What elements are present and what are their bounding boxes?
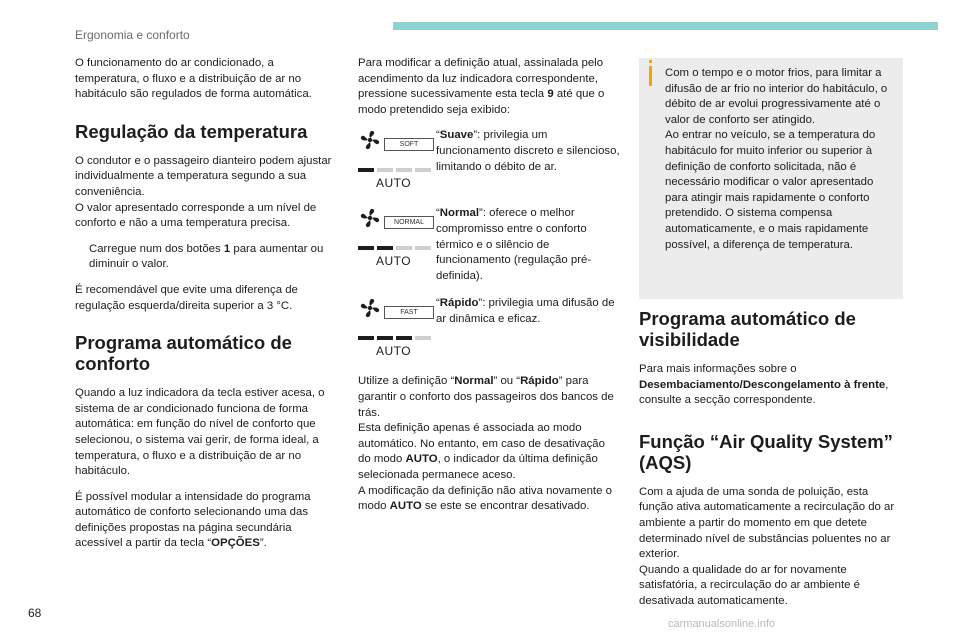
level-segment [415,246,431,250]
mode-button[interactable] [358,128,436,194]
level-segment [358,246,374,250]
heading-aqs: Função “Air Quality System” (AQS) [639,430,893,473]
mode-description: “Normal”: oferece o melhor compromisso entre o conforto térmico e o silêncio de funcionamento (regulação pré-definida). [436,207,592,282]
level-segment [415,168,431,172]
column-2 [358,56,620,525]
fan-icon [358,206,382,230]
level-segment [396,246,412,250]
mode-item [358,296,620,362]
level-segment [377,168,393,172]
level-segment [396,336,412,340]
temp-paragraph-2: O valor apresentado corresponde a um nível de conforto e não a uma temperatura precisa. [75,201,317,230]
auto-label: AUTO [376,254,412,269]
level-indicator [358,246,431,250]
watermark: carmanualsonline.info [668,618,776,630]
info-paragraph-2: Ao entrar no veículo, se a temperatura do habitáculo for muito inferior ou superior à definição de conforto solicitada, não é necessário modificar o valor apresentado para atingir mais rapidamente o conforto pretendido. O sistema compensa automaticamente, e o mais rapidamente possível, a diferença de temperatura. [665,129,876,251]
modify-paragraph: A modificação da definição não ativa novamente o modo AUTO se este se encontrar desativado. [358,484,612,513]
fan-icon [358,128,382,152]
temp-paragraph-1: O condutor e o passageiro dianteiro podem ajustar individualmente a temperatura segundo a sua conveniência. [75,154,332,198]
heading-auto-comfort: Programa automático de conforto [75,332,292,375]
level-indicator [358,168,431,172]
mode-label: NORMAL [384,216,434,229]
auto-paragraph-1: Quando a luz indicadora da tecla estiver acesa, o sistema de ar condicionado funciona de forma automática: em função do nível de conforto que selecionou, o sistema vai gerir, de forma ideal, a temperatura, o fluxo e a distribuição de ar no habitáculo. [75,387,325,478]
mode-button[interactable] [358,206,436,272]
vis-paragraph: Para mais informações sobre o Desembaciamento/Descongelamento à frente, consulte a secção correspondente. [639,363,889,407]
fan-icon [358,296,382,320]
level-segment [358,336,374,340]
mode-item [358,128,620,194]
auto-label: AUTO [376,176,412,191]
use-paragraph: Utilize a definição “Normal” ou “Rápido” para garantir o conforto dos passageiros dos bancos de trás. [358,375,614,419]
assoc-paragraph: Esta definição apenas é associada ao modo automático. No entanto, em caso de desativação do modo AUTO, o indicador da última definição selecionada permanece aceso. [358,422,605,481]
mode-label: FAST [384,306,434,319]
heading-visibility: Programa automático de visibilidade [639,308,856,350]
bullet-item: Carregue num dos botões 1 para aumentar ou diminuir o valor. [75,242,335,273]
aqs-paragraph-1: Com a ajuda de uma sonda de poluição, esta função ativa automaticamente a recirculação do ar ambiente a partir do momento em que detete determinado nível de substâncias poluentes no ar exterior. [639,485,895,561]
bullet-arrow-icon [75,242,89,273]
level-indicator [358,336,431,340]
temp-paragraph-3: É recomendável que evite uma diferença de regulação esquerda/direita superior a 3 °C. [75,283,298,312]
intro-paragraph: O funcionamento do ar condicionado, a temperatura, o fluxo e a distribuição de ar no habitáculo são regulados de forma automática. [75,57,312,101]
info-icon [649,66,652,86]
auto-label: AUTO [376,344,412,359]
mode-intro: Para modificar a definição atual, assinalada pelo acendimento da luz indicadora correspondente, pressione sucessivamente esta tecla 9 até que o modo pretendido seja exibido: [358,57,605,116]
column-1 [75,56,335,562]
section-title: Ergonomia e conforto [75,28,190,42]
mode-label: SOFT [384,138,434,151]
heading-temperature: Regulação da temperatura [75,120,308,142]
mode-description: “Rápido”: privilegia uma difusão de ar dinâmica e eficaz. [436,297,615,325]
level-segment [358,168,374,172]
level-segment [377,246,393,250]
aqs-paragraph-2: Quando a qualidade do ar for novamente satisfatória, a recirculação do ar ambiente é desativada automaticamente. [639,563,860,607]
header-bar [393,22,938,30]
info-box [639,58,903,299]
auto-paragraph-2: É possível modular a intensidade do programa automático de conforto selecionando uma das definições propostas na página secundária acessível a partir da tecla “OPÇÕES”. [75,490,311,550]
mode-description: “Suave”: privilegia um funcionamento discreto e silencioso, limitando o débito de ar. [436,129,620,173]
level-segment [396,168,412,172]
level-segment [415,336,431,340]
mode-item [358,206,620,284]
info-paragraph-1: Com o tempo e o motor frios, para limitar a difusão de ar frio no interior do habitáculo, o débito de ar evolui progressivamente até o valor de conforto ser atingido. [665,67,888,126]
mode-button[interactable] [358,296,436,362]
page-number: 68 [28,606,42,620]
mode-list [358,128,620,362]
level-segment [377,336,393,340]
column-3 [639,308,905,620]
